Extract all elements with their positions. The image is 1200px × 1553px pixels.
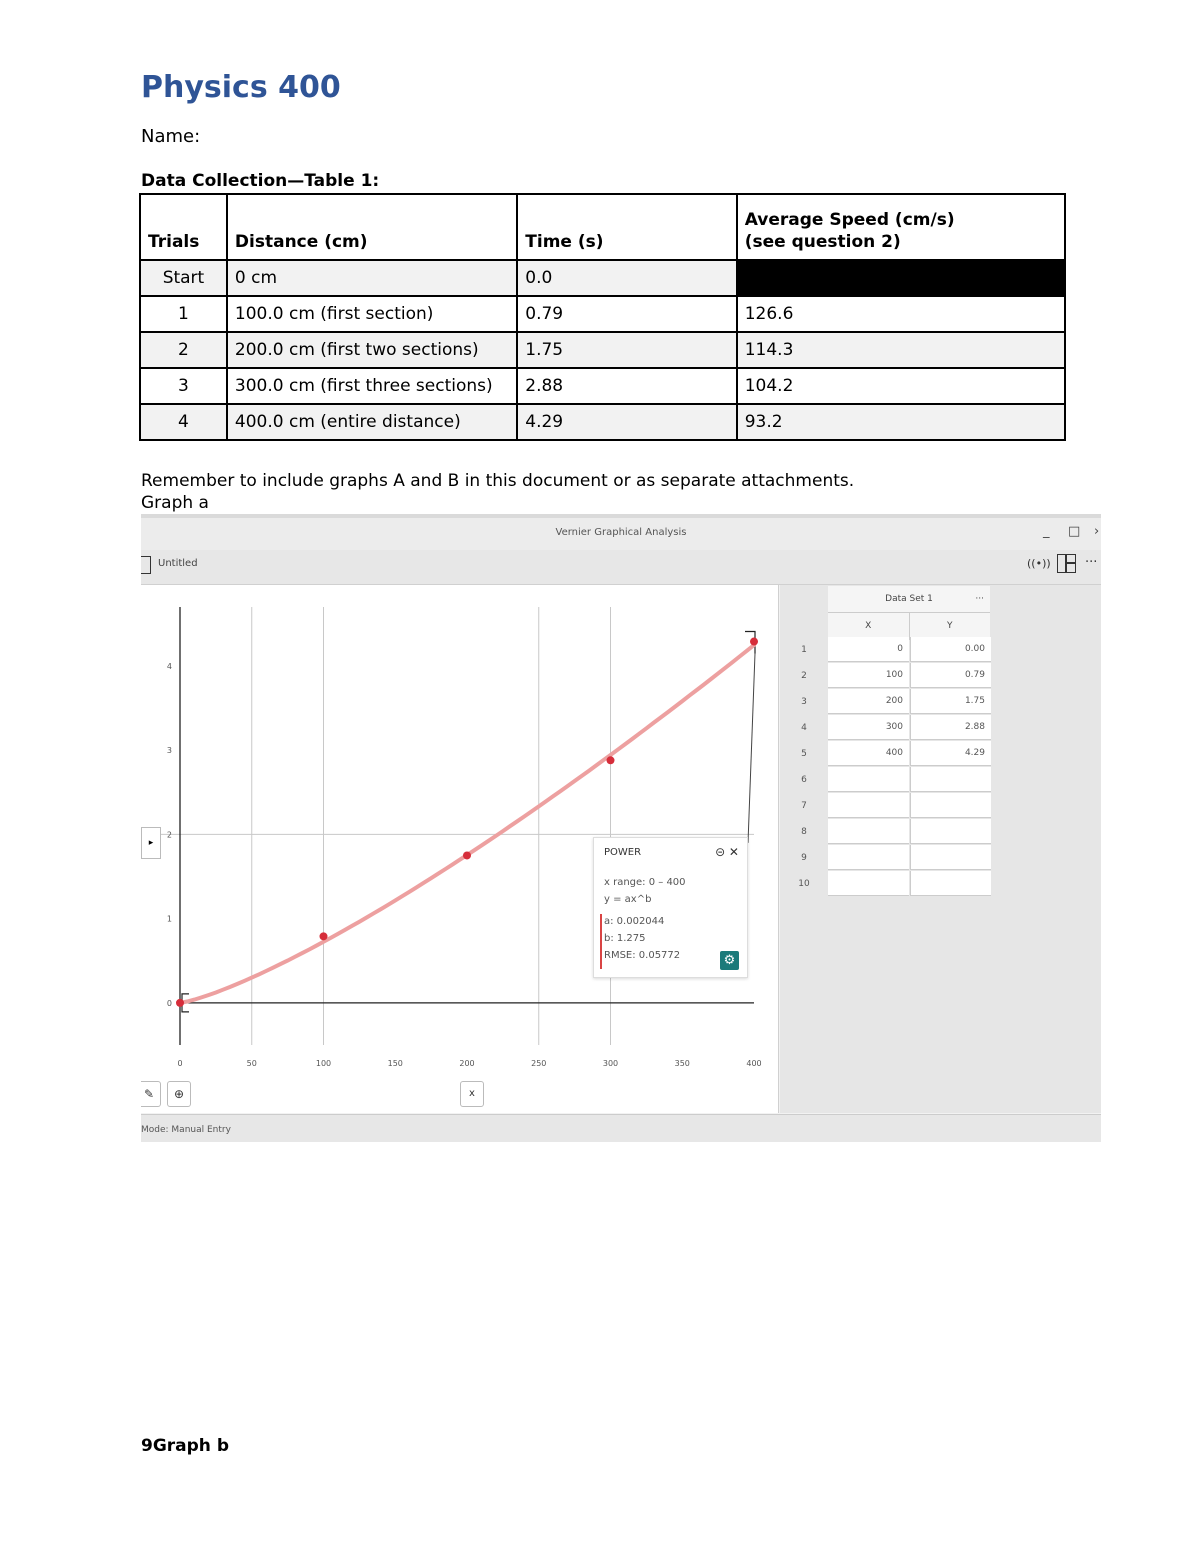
edit-icon[interactable]: ✎ bbox=[141, 1081, 161, 1107]
x-tick-label: 400 bbox=[746, 1059, 762, 1068]
table-row bbox=[140, 332, 1065, 368]
cell-y[interactable]: 4.29 bbox=[910, 741, 991, 766]
cell-x[interactable] bbox=[828, 793, 909, 818]
dataset-row bbox=[780, 871, 990, 897]
dataset-header bbox=[828, 586, 990, 613]
time-cell: 1.75 bbox=[517, 332, 736, 368]
gear-icon[interactable]: ⚙ bbox=[720, 951, 739, 970]
dataset-columns bbox=[828, 613, 990, 640]
y-tick-label: 2 bbox=[166, 830, 172, 840]
app-titlebar bbox=[141, 514, 1101, 550]
x-tick-label: 250 bbox=[531, 1059, 547, 1068]
maximize-icon[interactable]: □ bbox=[1068, 524, 1081, 539]
cell-x[interactable] bbox=[828, 845, 909, 870]
data-point bbox=[750, 638, 758, 646]
x-tick-label: 300 bbox=[602, 1059, 619, 1068]
dataset-row bbox=[780, 767, 990, 793]
table-caption: Data Collection—Table 1: bbox=[141, 171, 380, 191]
table-row bbox=[140, 368, 1065, 404]
graph-b-label: 9Graph b bbox=[141, 1436, 229, 1456]
cell-x[interactable]: 100 bbox=[828, 663, 909, 688]
close-window-icon[interactable]: › bbox=[1094, 524, 1100, 539]
dataset-title[interactable]: Data Set 1 bbox=[885, 594, 933, 604]
y-tick-label: 3 bbox=[166, 746, 172, 756]
data-point bbox=[607, 756, 615, 764]
row-number: 3 bbox=[801, 697, 807, 707]
cell-y[interactable] bbox=[910, 819, 991, 844]
x-axis-button[interactable]: x bbox=[460, 1081, 484, 1107]
cell-x[interactable]: 300 bbox=[828, 715, 909, 740]
distance-cell: 300.0 cm (first three sections) bbox=[227, 368, 517, 404]
x-tick-label: 0 bbox=[177, 1059, 183, 1068]
row-number: 8 bbox=[801, 827, 807, 837]
minimize-icon[interactable]: _ bbox=[1043, 524, 1050, 539]
fit-rmse: RMSE: 0.05772 bbox=[604, 950, 681, 961]
fit-x-range: x range: 0 – 400 bbox=[604, 877, 686, 888]
fit-equation: y = ax^b bbox=[604, 894, 652, 905]
dataset-row bbox=[780, 741, 990, 767]
page-title: Physics 400 bbox=[141, 70, 341, 105]
row-number: 4 bbox=[801, 723, 807, 733]
table-row bbox=[140, 404, 1065, 440]
fit-param-b: b: 1.275 bbox=[604, 933, 646, 944]
reminder-line: Remember to include graphs A and B in this document or as separate attachments. bbox=[141, 471, 855, 491]
cell-x[interactable]: 0 bbox=[828, 637, 909, 662]
header-time: Time (s) bbox=[517, 194, 736, 260]
fit-param-a: a: 0.002044 bbox=[604, 916, 665, 927]
distance-cell: 100.0 cm (first section) bbox=[227, 296, 517, 332]
speed-cell-blacked bbox=[737, 260, 1065, 296]
table-header-row bbox=[140, 194, 1065, 260]
time-cell: 2.88 bbox=[517, 368, 736, 404]
speed-cell: 114.3 bbox=[737, 332, 1065, 368]
speed-cell: 93.2 bbox=[737, 404, 1065, 440]
cell-x[interactable] bbox=[828, 767, 909, 792]
dataset-row bbox=[780, 793, 990, 819]
cell-x[interactable] bbox=[828, 871, 909, 896]
fit-controls[interactable]: ⊝ ✕ bbox=[715, 845, 739, 859]
fit-name: POWER bbox=[604, 847, 642, 858]
header-trials: Trials bbox=[140, 194, 227, 260]
app-toolbar bbox=[141, 550, 1101, 585]
header-speed-line1: Average Speed (cm/s) bbox=[744, 210, 955, 230]
row-number: 2 bbox=[801, 671, 807, 681]
mode-status: Mode: Manual Entry bbox=[141, 1125, 231, 1135]
x-tick-label: 50 bbox=[246, 1059, 257, 1068]
file-icon bbox=[141, 556, 151, 574]
graph-a-label: Graph a bbox=[141, 493, 209, 513]
distance-cell: 0 cm bbox=[227, 260, 517, 296]
x-tick-label: 350 bbox=[674, 1059, 690, 1068]
name-label: Name: bbox=[141, 126, 201, 147]
data-point bbox=[463, 851, 471, 859]
x-tick-label: 150 bbox=[387, 1059, 403, 1068]
speed-cell: 104.2 bbox=[737, 368, 1065, 404]
y-tick-label: 0 bbox=[166, 998, 172, 1008]
row-number: 6 bbox=[801, 775, 807, 785]
cell-x[interactable]: 200 bbox=[828, 689, 909, 714]
cell-y[interactable]: 1.75 bbox=[910, 689, 991, 714]
dataset-menu-icon[interactable]: ··· bbox=[975, 594, 984, 604]
row-number: 5 bbox=[801, 749, 807, 759]
column-x-header[interactable]: X bbox=[865, 621, 872, 631]
cell-y[interactable] bbox=[910, 767, 991, 792]
header-speed bbox=[737, 194, 1065, 260]
cell-x[interactable]: 400 bbox=[828, 741, 909, 766]
cell-y[interactable] bbox=[910, 793, 991, 818]
x-tick-label: 100 bbox=[315, 1059, 332, 1068]
layout-icon[interactable] bbox=[1057, 554, 1076, 573]
row-number: 10 bbox=[798, 879, 810, 889]
time-cell: 0.79 bbox=[517, 296, 736, 332]
trial-cell: 1 bbox=[140, 296, 227, 332]
y-axis-toggle[interactable]: ▸ bbox=[141, 827, 161, 859]
data-point bbox=[320, 932, 328, 940]
header-distance: Distance (cm) bbox=[227, 194, 517, 260]
cell-y[interactable] bbox=[910, 871, 991, 896]
app-window-title: Vernier Graphical Analysis bbox=[555, 527, 687, 538]
dataset-row bbox=[780, 819, 990, 845]
x-tick-label: 200 bbox=[459, 1059, 475, 1068]
speed-cell: 126.6 bbox=[737, 296, 1065, 332]
row-number: 1 bbox=[801, 645, 807, 655]
reminder-text bbox=[141, 470, 854, 514]
header-speed-line2: (see question 2) bbox=[744, 232, 901, 252]
distance-cell: 200.0 cm (first two sections) bbox=[227, 332, 517, 368]
dataset-row bbox=[780, 689, 990, 715]
cell-y[interactable]: 0.79 bbox=[910, 663, 991, 688]
distance-cell: 400.0 cm (entire distance) bbox=[227, 404, 517, 440]
row-number: 9 bbox=[801, 853, 807, 863]
row-number: 7 bbox=[801, 801, 807, 811]
time-cell: 4.29 bbox=[517, 404, 736, 440]
column-y-header[interactable]: Y bbox=[909, 613, 991, 639]
table-row bbox=[140, 260, 1065, 296]
dataset-table bbox=[828, 586, 990, 640]
data-point bbox=[176, 999, 184, 1007]
trial-cell: 2 bbox=[140, 332, 227, 368]
app-statusbar bbox=[141, 1114, 1101, 1142]
cell-y[interactable]: 2.88 bbox=[910, 715, 991, 740]
dataset-row bbox=[780, 637, 990, 663]
file-name[interactable]: Untitled bbox=[158, 558, 198, 569]
cell-y[interactable] bbox=[910, 845, 991, 870]
y-tick-label: 4 bbox=[166, 661, 172, 671]
dataset-row bbox=[780, 663, 990, 689]
graph-a-screenshot bbox=[141, 514, 1101, 1142]
trial-cell: 3 bbox=[140, 368, 227, 404]
time-cell: 0.0 bbox=[517, 260, 736, 296]
trial-cell: 4 bbox=[140, 404, 227, 440]
curve-fit-panel bbox=[593, 837, 748, 978]
cell-y[interactable]: 0.00 bbox=[910, 637, 991, 662]
y-tick-label: 1 bbox=[166, 914, 172, 924]
dataset-row bbox=[780, 715, 990, 741]
sensor-icon[interactable]: ((•)) bbox=[1027, 557, 1051, 570]
more-icon[interactable]: ··· bbox=[1085, 555, 1098, 570]
fit-color-bar bbox=[600, 914, 602, 969]
zoom-icon[interactable]: ⊕ bbox=[167, 1081, 191, 1107]
dataset-row bbox=[780, 845, 990, 871]
cell-x[interactable] bbox=[828, 819, 909, 844]
fit-callout-line bbox=[748, 654, 755, 843]
data-table bbox=[139, 193, 1066, 441]
table-row bbox=[140, 296, 1065, 332]
trial-cell: Start bbox=[140, 260, 227, 296]
